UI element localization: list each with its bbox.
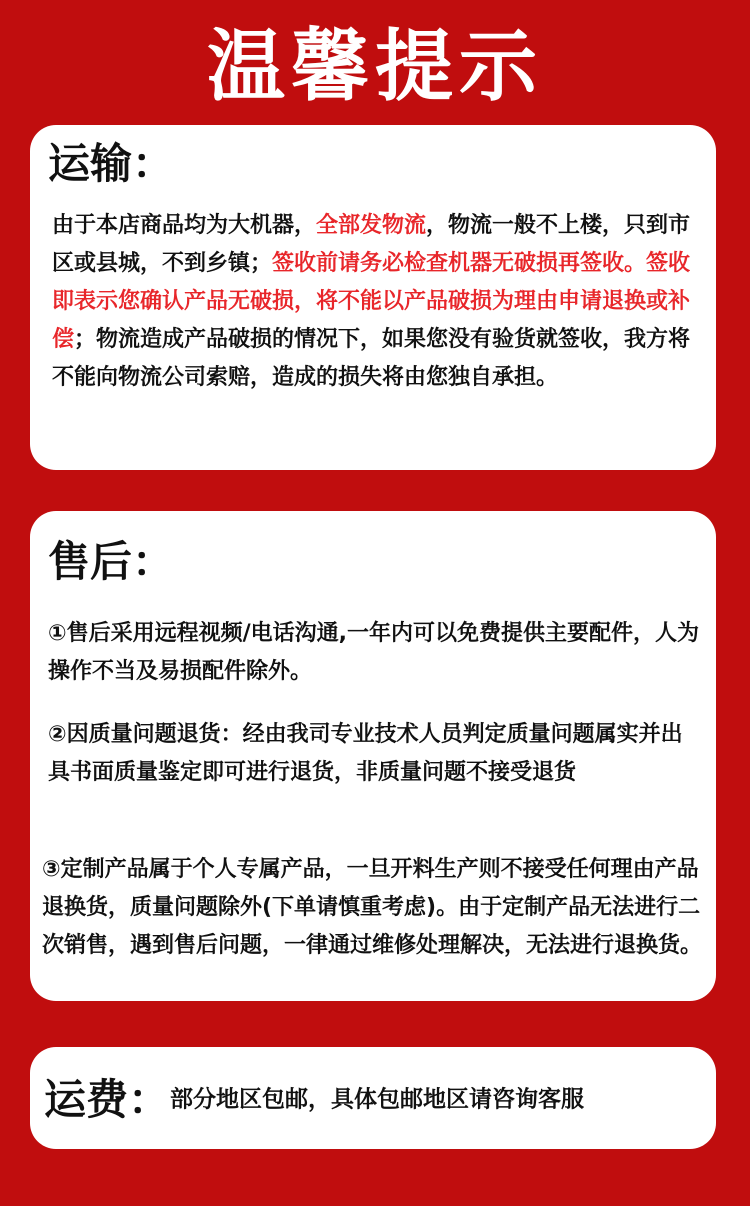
after-sales-item-3: ③定制产品属于个人专属产品，一旦开料生产则不接受任何理由产品退换货，质量问题除外(下单请慎重考虑)。由于定制产品无法进行二次销售，遇到售后问题，一律通过维修处理解决，无法进行退换货。 bbox=[42, 857, 703, 958]
after-sales-item-1: ①售后采用远程视频/电话沟通,一年内可以免费提供主要配件，人为操作不当及易损配件除外。 bbox=[48, 621, 700, 684]
freight-heading: 运费： bbox=[44, 1075, 171, 1124]
shipping-text bbox=[52, 207, 694, 397]
after-sales-card bbox=[30, 511, 716, 1001]
shipping-card bbox=[30, 125, 716, 470]
shipping-text-segment: ，物流一般不上楼，只到市区或县城，不到乡镇； bbox=[52, 213, 691, 276]
after-sales-item-2: ②因质量问题退货：经由我司专业技术人员判定质量问题属实并出具书面质量鉴定即可进行退货，非质量问题不接受退货 bbox=[48, 722, 683, 785]
shipping-heading: 运输： bbox=[48, 139, 175, 188]
shipping-text-segment: ；物流造成产品破损的情况下，如果您没有验货就签收，我方将不能向物流公司索赔，造成的损失将由您独自承担。 bbox=[52, 327, 691, 390]
page-title: 温馨提示 bbox=[206, 22, 543, 112]
freight-text: 部分地区包邮，具体包邮地区请咨询客服 bbox=[170, 1086, 585, 1113]
freight-line bbox=[44, 1067, 584, 1127]
shipping-highlight-segment: 签收前请务必检查机器无破损再签收。签收即表示您确认产品无破损，将不能以产品破损为理由申请退换或补偿 bbox=[52, 251, 691, 352]
freight-card bbox=[30, 1047, 716, 1149]
after-sales-heading: 售后： bbox=[48, 537, 175, 586]
shipping-text-segment: 由于本店商品均为大机器， bbox=[52, 213, 317, 238]
shipping-highlight-segment: 全部发物流 bbox=[316, 213, 427, 238]
